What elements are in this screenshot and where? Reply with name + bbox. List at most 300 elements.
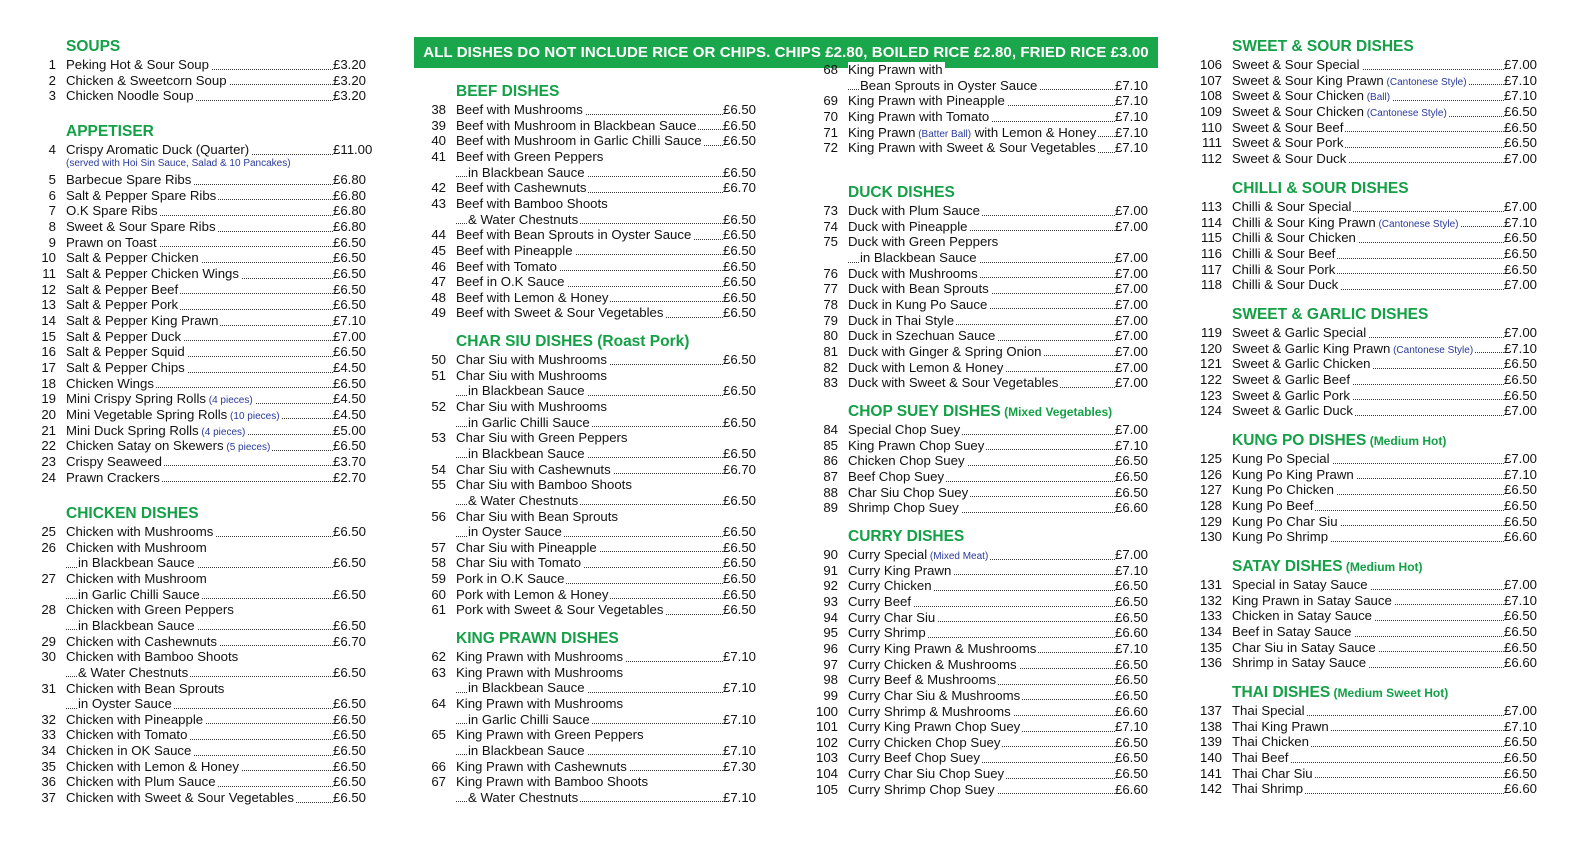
item-name-text: Salt & Pepper Pork: [66, 297, 179, 313]
item-price: £7.10: [1504, 73, 1546, 89]
item-price: £6.50: [723, 493, 765, 509]
item-name-text: Sweet & Sour Chicken (Ball): [1232, 88, 1391, 104]
item-price: £6.70: [333, 634, 375, 650]
item-price: £6.50: [723, 540, 765, 556]
item-name: [848, 203, 1157, 219]
item-number: 73: [823, 203, 838, 218]
item-name-text: Beef in O.K Sauce: [456, 274, 565, 290]
item-name-text: Prawn Crackers: [66, 469, 160, 485]
item-note: (Cantonese Style): [1383, 76, 1467, 88]
item-number: 48: [431, 289, 446, 305]
item-number: 83: [823, 375, 838, 391]
item-name-text: Thai Special: [1232, 703, 1305, 718]
item-number: 35: [41, 758, 56, 774]
menu-item-row: [812, 578, 1157, 594]
menu-item-row: [420, 774, 765, 790]
item-name-text: Pork in O.K Sauce: [456, 571, 565, 587]
item-number: 108: [1199, 88, 1222, 104]
item-price: £7.00: [1504, 703, 1546, 719]
menu-item-row: [420, 259, 765, 275]
menu-item-row: [812, 735, 1157, 751]
item-note: (Cantonese Style): [1390, 344, 1474, 356]
menu-item-row: [30, 571, 375, 587]
item-number: 141: [1199, 765, 1222, 781]
item-number: 90: [823, 547, 838, 562]
item-number: 132: [1199, 592, 1222, 608]
item-name: [66, 250, 375, 266]
item-price: £6.50: [1115, 594, 1157, 610]
item-price: £6.50: [333, 438, 375, 454]
item-name: [848, 344, 1157, 360]
item-number: 131: [1199, 577, 1222, 592]
item-name-text: Thai Shrimp: [1232, 781, 1304, 797]
menu-item-row: [812, 782, 1157, 798]
item-price: £6.70: [723, 180, 765, 196]
item-name-text: Char Siu with Cashewnuts: [456, 461, 611, 477]
item-name-text: in Oyster Sauce: [468, 524, 562, 540]
item-number: 16: [41, 344, 56, 360]
item-name: [456, 227, 765, 243]
item-price: £6.50: [333, 759, 375, 775]
item-number: 64: [431, 695, 446, 711]
item-price: £7.10: [1504, 215, 1546, 231]
item-name: [456, 352, 765, 368]
item-price: £6.50: [723, 305, 765, 321]
menu-item-row: [30, 602, 375, 618]
section-title-text: KING PRAWN DISHES: [456, 630, 619, 647]
item-number: 14: [41, 313, 56, 328]
item-price: £7.00: [1115, 344, 1157, 360]
item-name: [1232, 640, 1546, 656]
item-name: [1232, 230, 1546, 246]
item-price: £7.00: [1115, 203, 1157, 219]
item-price: £6.50: [333, 790, 375, 806]
item-name-text: Chicken Chop Suey: [848, 453, 965, 469]
menu-item-row: [1196, 230, 1546, 246]
item-price: £6.50: [1115, 766, 1157, 782]
item-name-text: Duck with Pineapple: [848, 218, 968, 234]
menu-item-row: [812, 688, 1157, 704]
item-name-text: Char Siu with Pineapple: [456, 539, 597, 555]
item-price: £5.00: [333, 423, 375, 439]
item-number: 28: [41, 602, 56, 618]
menu-item-row: [812, 500, 1157, 516]
menu-item-row: [30, 313, 375, 329]
item-name: [848, 719, 1157, 735]
menu-item-row: [420, 368, 765, 384]
menu-item-row: [812, 360, 1157, 376]
item-price: £6.50: [723, 259, 765, 275]
menu-item-row: [30, 587, 375, 603]
item-name: [66, 774, 375, 790]
item-number: 30: [41, 649, 56, 665]
menu-item-row: [420, 602, 765, 618]
item-number: 39: [431, 117, 446, 133]
item-name: [848, 453, 1157, 469]
section-title: [66, 38, 120, 56]
item-number: 88: [823, 484, 838, 500]
item-number: 59: [431, 571, 446, 587]
item-name-text: Char Siu with Bamboo Shoots: [456, 477, 632, 493]
item-name-text: in Blackbean Sauce: [468, 383, 585, 399]
item-name-text: Thai Chicken: [1232, 734, 1309, 750]
item-name: [468, 383, 765, 399]
item-name-text: King Prawn with Mushrooms: [456, 695, 624, 711]
item-number: 72: [823, 140, 838, 156]
menu-item-row: [1196, 325, 1546, 341]
menu-item-row: [420, 790, 765, 806]
item-number: 22: [41, 438, 56, 454]
menu-item-row: [420, 290, 765, 306]
item-name-text: Beef with Pineapple: [456, 242, 573, 258]
item-number: 67: [431, 774, 446, 790]
menu-item-row: [812, 704, 1157, 720]
menu-item-row: [420, 555, 765, 571]
item-price: £6.50: [333, 297, 375, 313]
item-number: 31: [41, 680, 56, 696]
item-number: 119: [1200, 325, 1222, 340]
item-name: [848, 750, 1157, 766]
item-name-text: & Water Chestnuts: [78, 664, 189, 680]
item-price: £6.80: [333, 219, 375, 235]
item-name-text: Curry Special (Mixed Meat): [848, 547, 989, 562]
item-number: 10: [41, 250, 56, 266]
item-name: [1232, 781, 1546, 797]
item-name-text: Prawn on Toast: [66, 234, 157, 250]
item-price: £6.70: [723, 462, 765, 478]
item-name-continued: with Lemon & Honey: [971, 124, 1097, 140]
menu-item-row: [420, 243, 765, 259]
section-title-text: CHICKEN DISHES: [66, 505, 199, 522]
menu-item-row: [812, 469, 1157, 485]
item-name-text: & Water Chestnuts: [468, 789, 579, 805]
item-name: [456, 587, 765, 603]
item-price: £6.50: [1504, 514, 1546, 530]
section-title-text: DUCK DISHES: [848, 184, 955, 201]
item-price: £6.60: [1504, 781, 1546, 797]
item-number: 6: [48, 187, 56, 203]
item-number: 58: [431, 555, 446, 571]
item-number: 37: [41, 790, 56, 806]
menu-item-row: [812, 313, 1157, 329]
item-name-text: Chicken with Mushroom: [66, 539, 207, 555]
menu-item-row: [420, 712, 765, 728]
item-name-text: Beef with Bamboo Shoots: [456, 195, 608, 211]
item-price: £6.50: [333, 665, 375, 681]
item-number: 8: [48, 219, 56, 235]
menu-item-row: [1196, 608, 1546, 624]
item-price: £3.20: [333, 88, 375, 104]
item-number: 123: [1199, 387, 1222, 403]
item-name-text: Char Siu in Satay Sauce: [1232, 639, 1376, 655]
section-title: [848, 184, 955, 202]
item-name-text: Salt & Pepper King Prawn: [66, 313, 219, 328]
item-number: 96: [823, 640, 838, 656]
item-name-text: Chicken with Mushrooms: [66, 524, 214, 539]
item-price: £6.50: [1504, 734, 1546, 750]
item-note: (4 pieces): [198, 426, 246, 438]
item-name-text: Chicken with Green Peppers: [66, 602, 234, 618]
item-name: [848, 360, 1157, 376]
item-name-text: Curry Char Siu: [848, 609, 936, 625]
menu-item-row: [1196, 719, 1546, 735]
menu-item-row: [30, 73, 375, 89]
item-number: 61: [431, 602, 446, 618]
item-name: [456, 774, 765, 790]
item-name: [456, 649, 765, 665]
item-name: [848, 140, 1157, 156]
item-name-text: Kung Po Chicken: [1232, 482, 1334, 498]
item-name-text: Chicken with Cashewnuts: [66, 633, 217, 649]
item-name: [456, 399, 765, 415]
item-name-text: Sweet & Sour Spare Ribs: [66, 219, 216, 235]
item-name: [456, 665, 765, 681]
item-name-text: Mini Vegetable Spring Rolls (10 pieces): [66, 406, 280, 422]
item-name-text: Chicken in OK Sauce: [66, 743, 192, 759]
item-name: [848, 641, 1157, 657]
item-price: £7.00: [1504, 451, 1546, 467]
menu-item-row: [420, 743, 765, 759]
section-title: [1232, 180, 1409, 198]
item-number: 45: [431, 242, 446, 258]
item-name: [456, 180, 765, 196]
item-number: 34: [41, 743, 56, 759]
item-name-text: in Blackbean Sauce: [468, 445, 585, 461]
menu-item-row: [30, 696, 375, 712]
item-name: [66, 297, 375, 313]
item-number: 36: [41, 774, 56, 790]
item-price: £7.10: [1504, 341, 1546, 357]
menu-item-row: [420, 227, 765, 243]
item-name-text: Chilli & Sour Special: [1232, 199, 1352, 214]
item-name-text: Sweet & Garlic Beef: [1232, 371, 1351, 387]
menu-item-row: [1196, 624, 1546, 640]
item-name-text: Kung Po Special: [1232, 451, 1330, 466]
item-name: [860, 250, 1157, 266]
menu-item-row: [812, 234, 1157, 250]
menu-item-row: [420, 305, 765, 321]
item-price: £7.10: [1504, 467, 1546, 483]
item-name-text: Char Siu with Mushrooms: [456, 398, 607, 414]
item-number: 118: [1200, 277, 1222, 293]
item-number: 75: [823, 234, 838, 250]
item-name: [468, 743, 765, 759]
item-price: £6.50: [723, 274, 765, 290]
item-name-text: Salt & Pepper Chips: [66, 359, 185, 375]
item-name: [66, 681, 375, 697]
item-price: £6.50: [1115, 578, 1157, 594]
item-number: 62: [431, 649, 446, 664]
item-name: [1232, 262, 1546, 278]
item-name-text: Kung Po Shrimp: [1232, 529, 1329, 545]
item-name: [78, 587, 375, 603]
item-price: £6.50: [1504, 135, 1546, 151]
item-name-text: Chilli & Sour Beef: [1232, 245, 1336, 261]
item-name: [66, 188, 375, 204]
menu-item-row: [1196, 514, 1546, 530]
menu-item-row: [812, 594, 1157, 610]
item-name-text: Char Siu Chop Suey: [848, 484, 969, 500]
item-price: £6.50: [723, 415, 765, 431]
item-price: £7.10: [1504, 593, 1546, 609]
item-name: [1232, 593, 1546, 609]
item-name: [66, 57, 375, 73]
menu-item-row: [1196, 467, 1546, 483]
menu-item-row: [1196, 498, 1546, 514]
item-name-text: Crispy Aromatic Duck (Quarter): [66, 142, 250, 157]
item-price: £6.50: [1504, 356, 1546, 372]
menu-item-row: [812, 750, 1157, 766]
item-number: 111: [1201, 135, 1222, 151]
item-name-text: Chicken with Sweet & Sour Vegetables: [66, 790, 294, 806]
item-number: 5: [48, 172, 56, 188]
item-name-text: in Blackbean Sauce: [860, 249, 977, 265]
menu-item-row: [1196, 73, 1546, 89]
menu-item-row: [30, 727, 375, 743]
item-price: £6.60: [1115, 625, 1157, 641]
item-number: 120: [1199, 340, 1222, 356]
section-subtitle: (Medium Hot): [1342, 560, 1423, 574]
menu-item-row: [30, 555, 375, 571]
item-price: £3.20: [333, 57, 375, 73]
menu-item-row: [30, 423, 375, 439]
menu-item-row: [420, 180, 765, 196]
item-name: [456, 462, 765, 478]
item-name-text: Sweet & Sour Duck: [1232, 150, 1347, 166]
item-price: £6.60: [1504, 655, 1546, 671]
item-name: [468, 680, 765, 696]
item-name-text: Salt & Pepper Beef: [66, 281, 179, 297]
item-name: [456, 102, 765, 118]
item-name-text: Beef with Mushroom in Garlic Chilli Sauce: [456, 133, 702, 149]
item-price: £6.50: [723, 524, 765, 540]
item-name: [66, 329, 375, 345]
item-price: £7.00: [333, 329, 375, 345]
menu-item-row: [420, 477, 765, 493]
item-price: £7.00: [1115, 219, 1157, 235]
item-name-text: Chilli & Sour Chicken: [1232, 230, 1356, 246]
item-number: 17: [41, 359, 56, 375]
item-name-text: Mini Crispy Spring Rolls (4 pieces): [66, 391, 253, 407]
menu-item-row: [30, 712, 375, 728]
section-title-text: KUNG PO DISHES: [1232, 432, 1367, 449]
item-name: [66, 743, 375, 759]
item-price: £6.50: [723, 587, 765, 603]
item-name-text: Curry Shrimp Chop Suey: [848, 781, 995, 797]
item-name-text: Kung Po King Prawn: [1232, 466, 1354, 482]
section-title-text: BEEF DISHES: [456, 83, 560, 100]
item-number: 87: [823, 468, 838, 484]
item-number: 7: [48, 203, 56, 219]
item-price: £7.00: [1115, 313, 1157, 329]
item-name-text: Curry Chicken: [848, 578, 932, 594]
item-price: £6.50: [723, 165, 765, 181]
item-name: [456, 149, 765, 165]
item-name: [1232, 719, 1546, 735]
item-note: (Mixed Meat): [927, 551, 989, 562]
item-number: 85: [823, 437, 838, 453]
item-price: £7.00: [1115, 422, 1157, 438]
item-price: £7.00: [1504, 325, 1546, 341]
menu-item-row: [420, 102, 765, 118]
menu-item-row: [420, 493, 765, 509]
item-name-text: King Prawn with Cashewnuts: [456, 758, 627, 774]
item-name: [66, 571, 375, 587]
item-price: £7.00: [1115, 281, 1157, 297]
item-number: 26: [41, 539, 56, 555]
menu-item-row: [30, 172, 375, 188]
item-name: [1232, 135, 1546, 151]
item-number: 136: [1199, 655, 1222, 671]
menu-item-row: [1196, 529, 1546, 545]
menu-item-row: [420, 133, 765, 149]
item-number: 82: [823, 359, 838, 375]
item-number: 52: [431, 398, 446, 414]
item-number: 15: [41, 328, 56, 344]
item-name: [1232, 57, 1546, 73]
menu-item-row: [420, 118, 765, 134]
item-name-text: Curry Beef Chop Suey: [848, 750, 980, 766]
item-price: £6.50: [1504, 246, 1546, 262]
menu-item-row: [812, 281, 1157, 297]
item-name-text: Char Siu with Mushrooms: [456, 367, 607, 383]
item-name: [66, 790, 375, 806]
menu-item-row: [420, 509, 765, 525]
item-name: [848, 782, 1157, 798]
menu-item-row: [812, 344, 1157, 360]
item-name: [66, 470, 375, 486]
item-name: [1232, 624, 1546, 640]
item-name-text: Beef with Mushroom in Blackbean Sauce: [456, 117, 697, 133]
item-name: [456, 540, 765, 556]
item-number: 65: [431, 727, 446, 743]
item-name-text: Curry Shrimp: [848, 625, 926, 641]
item-number: 4: [48, 142, 56, 157]
item-name-text: Char Siu with Green Peppers: [456, 430, 628, 446]
item-price: £6.60: [1504, 529, 1546, 545]
menu-item-row: [420, 759, 765, 775]
item-number: 97: [823, 656, 838, 672]
item-name-text: Duck with Sweet & Sour Vegetables: [848, 375, 1059, 391]
section-title-text: CHAR SIU DISHES (Roast Pork): [456, 333, 690, 350]
item-number: 11: [42, 266, 56, 282]
menu-item-row: [1196, 703, 1546, 719]
item-number: 63: [431, 664, 446, 680]
item-name: [1232, 750, 1546, 766]
item-price: £2.70: [333, 470, 375, 486]
item-number: 114: [1200, 214, 1222, 230]
menu-item-row: [30, 759, 375, 775]
section-title: [1232, 558, 1423, 576]
item-name-text: in Blackbean Sauce: [78, 617, 195, 633]
section-title: [848, 403, 1112, 421]
item-name: [78, 618, 375, 634]
item-name-text: King Prawn with Green Peppers: [456, 727, 644, 743]
section-title-text: CHOP SUEY DISHES: [848, 403, 1001, 420]
item-price: £6.50: [333, 250, 375, 266]
item-price: £6.50: [1115, 657, 1157, 673]
item-name: [1232, 199, 1546, 215]
menu-item-row: [812, 438, 1157, 454]
section-title: [66, 123, 154, 141]
item-name: [456, 727, 765, 743]
item-name-text: Chilli & Sour King Prawn (Cantonese Style): [1232, 214, 1459, 230]
item-name: [848, 93, 1157, 109]
item-number: 115: [1200, 230, 1222, 246]
menu-item-row: [1196, 341, 1546, 357]
item-price: £6.50: [1504, 262, 1546, 278]
item-name: [848, 485, 1157, 501]
